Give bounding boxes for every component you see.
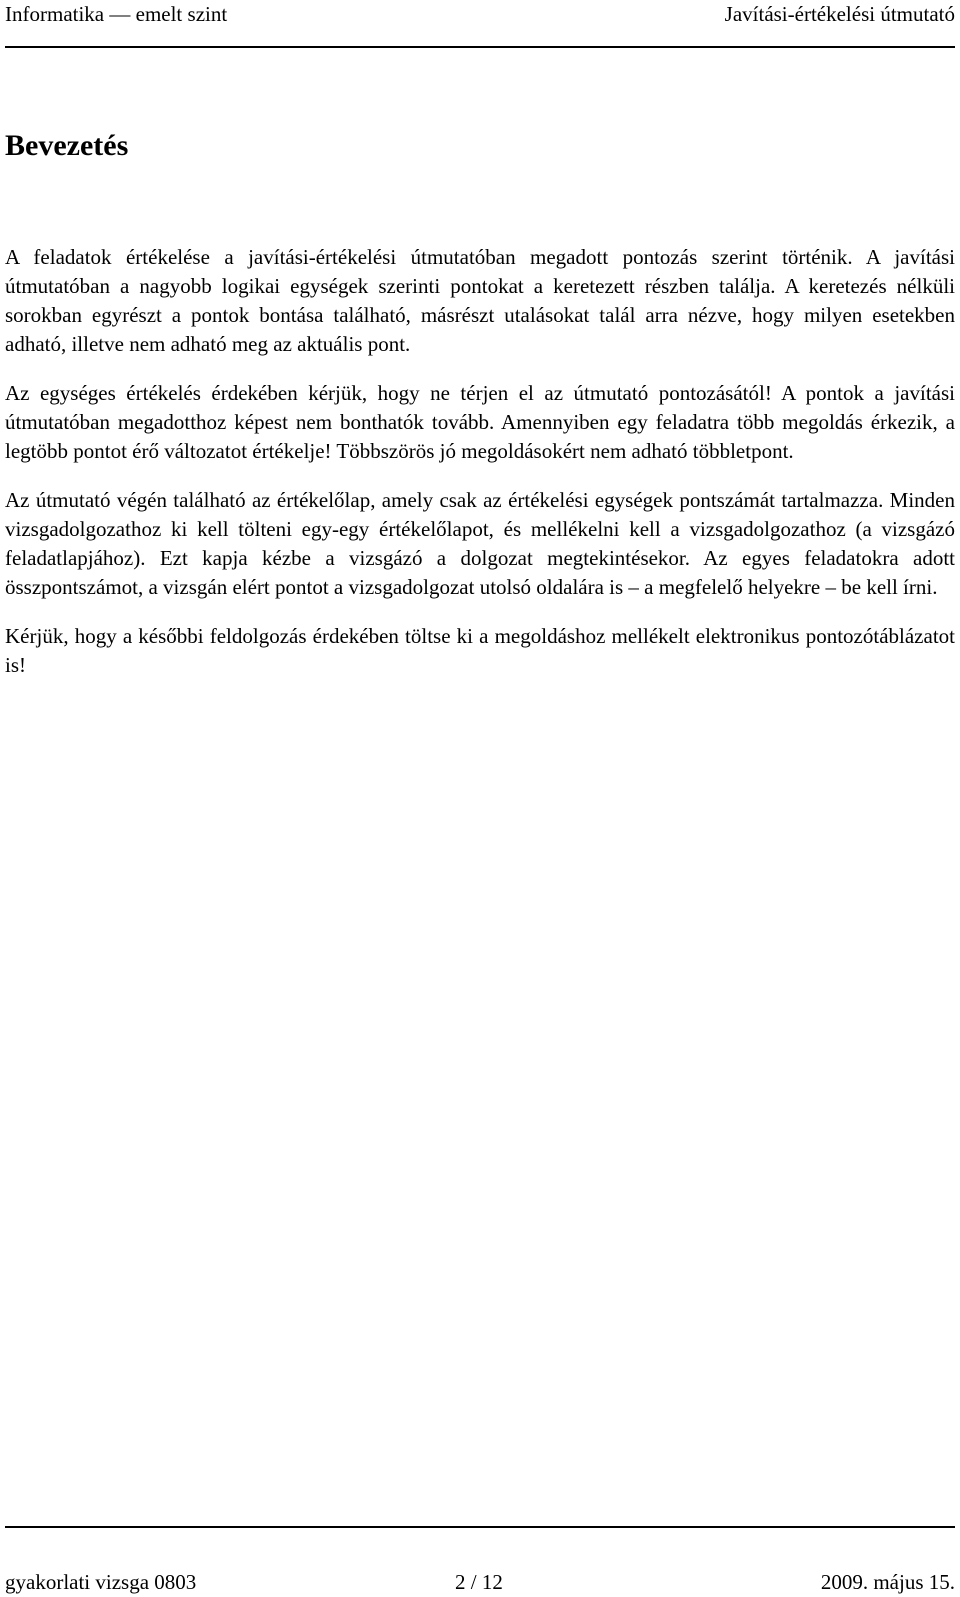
paragraph-scoring-rules: A feladatok értékelése a javítási-értékelési útmutatóban megadott pontozás szerint történik. A javítási útmutatóban a nagyobb logikai egységek szerinti pontokat a keretezett részben találja. A keretezés nélküli sorokban egyrészt a pontok bontása található, másrészt utalásokat talál arra nézve, hogy milyen esetekben adható, illetve nem adható meg az aktuális pont.	[5, 245, 955, 356]
page-footer	[5, 1526, 955, 1594]
header-subject: Informatika — emelt szint	[5, 2, 228, 26]
body-text	[5, 243, 955, 680]
footer-exam-code: gyakorlati vizsga 0803	[5, 1570, 197, 1594]
page-header	[5, 0, 955, 48]
paragraph-electronic-table: Kérjük, hogy a későbbi feldolgozás érdekében töltse ki a megoldáshoz mellékelt elektronikus pontozótáblázatot is!	[5, 624, 955, 677]
paragraph-uniform-evaluation: Az egységes értékelés érdekében kérjük, hogy ne térjen el az útmutató pontozásától! A pontok a javítási útmutatóban megadotthoz képest nem bonthatók tovább. Amennyiben egy feladatra több megoldás érkezik, a legtöbb pontot érő változatot értékelje! Többszörös jó megoldásokért nem adható többletpont.	[5, 381, 955, 463]
footer-date: 2009. május 15.	[820, 1570, 955, 1594]
footer-page-number: 2 / 12	[455, 1570, 503, 1594]
header-doc-type: Javítási-értékelési útmutató	[724, 2, 955, 26]
section-title: Bevezetés	[5, 129, 129, 162]
paragraph-evaluation-sheet: Az útmutató végén található az értékelőlap, amely csak az értékelési egységek pontszámát tartalmazza. Minden vizsgadolgozathoz ki kell tölteni egy-egy értékelőlapot, és mellékelni kell a vizsgadolgozathoz (a vizsgázó feladatlapjához). Ezt kapja kézbe a vizsgázó a dolgozat megtekintésekor. Az egyes feladatokra adott összpontszámot, a vizsgán elért pontot a vizsgadolgozat utolsó oldalára is – a megfelelő helyekre – be kell írni.	[5, 488, 955, 599]
